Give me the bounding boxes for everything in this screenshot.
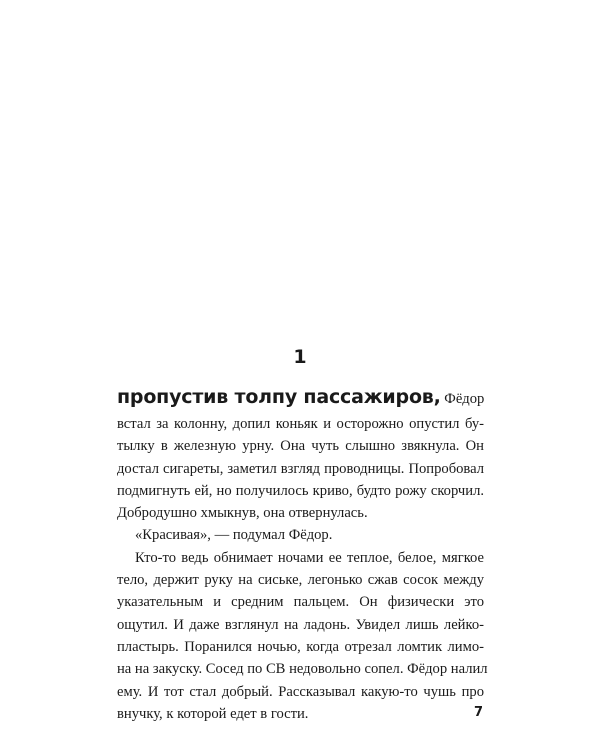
lead-phrase: пропустив толпу пассажиров,	[117, 386, 441, 408]
text-line: пластырь. Поранился ночью, когда отрезал ломтик лимо-	[117, 638, 484, 655]
first-line	[117, 384, 484, 412]
text-line: тылку в железную урну. Она чуть слышно звякнула. Он	[117, 438, 484, 455]
text-line: ему. И тот стал добрый. Рассказывал какую-то чушь про	[117, 683, 484, 700]
text-line: встал за колонну, допил коньяк и осторожно опустил бу-	[117, 416, 484, 432]
text-line: указательным и средним пальцем. Он физически это	[117, 594, 484, 611]
text-line: на на закуску. Сосед по СВ недовольно сопел. Фёдор налил	[117, 661, 488, 678]
text-line: внучку, к которой едет в гости.	[117, 705, 309, 722]
text-line: достал сигареты, заметил взгляд проводницы. Попробовал	[117, 460, 484, 477]
lead-rest: Фёдор	[444, 391, 485, 407]
text-line: ощутил. И даже взглянул на ладонь. Увидел лишь лейко-	[117, 616, 484, 633]
text-line: тело, держит руку на сиське, легонько сжав сосок между	[117, 572, 484, 589]
page-number: 7	[474, 705, 484, 720]
text-line: Добродушно хмыкнув, она отвернулась.	[117, 505, 368, 522]
text-line: Кто-то ведь обнимает ночами ее теплое, белое, мягкое	[135, 549, 484, 566]
text-line: подмигнуть ей, но получилось криво, будто рожу скорчил.	[117, 482, 484, 499]
chapter-number: 1	[293, 346, 307, 368]
text-line: «Красивая», — подумал Фёдор.	[135, 527, 333, 544]
chapter-body	[117, 384, 488, 725]
